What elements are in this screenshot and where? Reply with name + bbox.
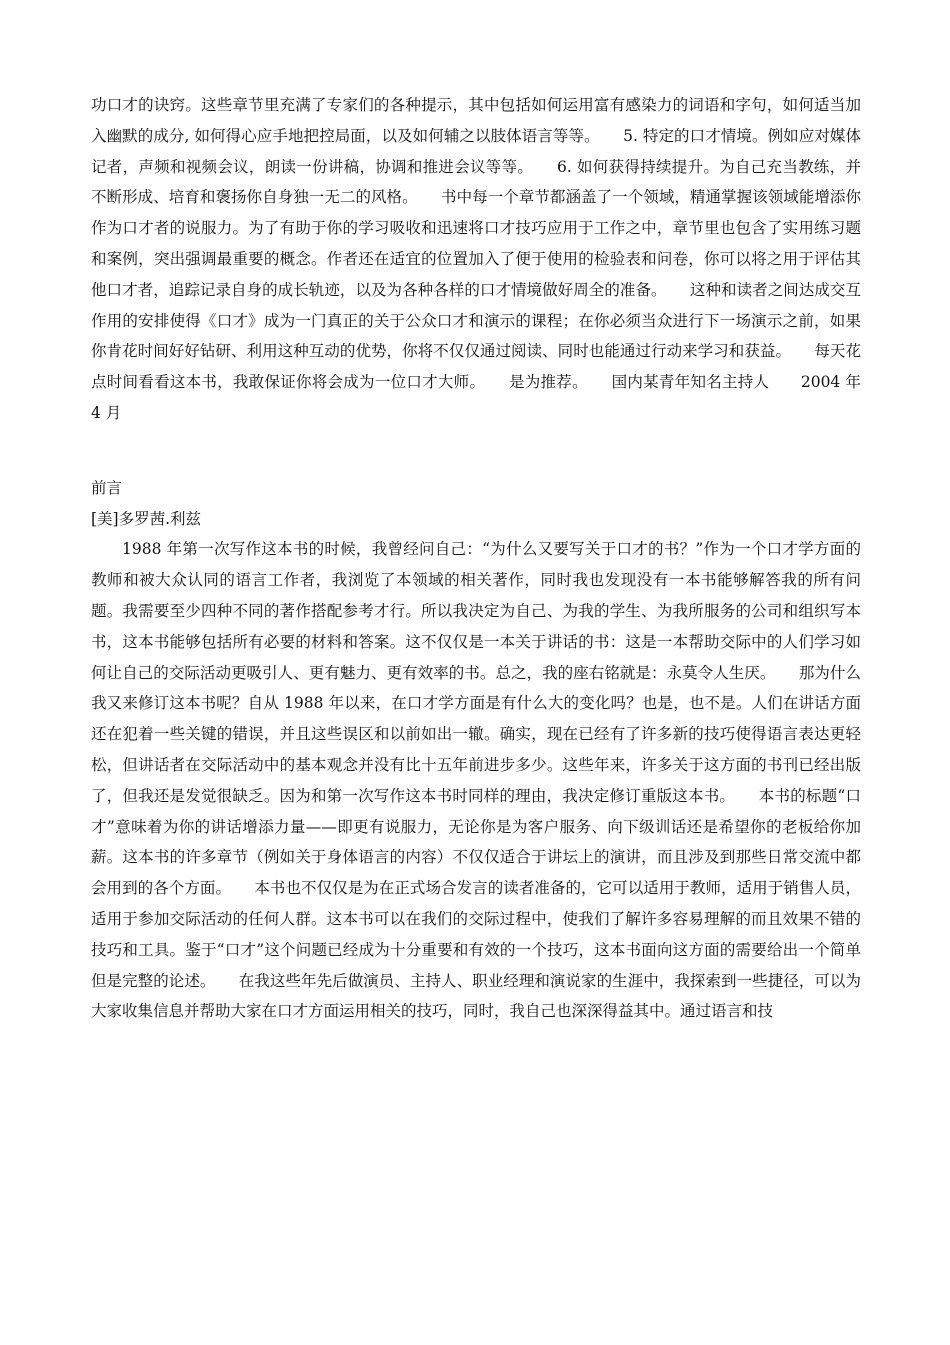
- document-page: [91, 90, 861, 1027]
- section-title: 前言: [91, 478, 123, 497]
- continued-paragraph: 功口才的诀窍。这些章节里充满了专家们的各种提示，其中包括如何运用富有感染力的词语和字句，如何适当加入幽默的成分, 如何得心应手地把控局面，以及如何辅之以肢体语言等等。 5. 特定的口才情境。例如应对媒体记者，声频和视频会议，朗读一份讲稿，协调和推进会议等等。 6. 如何获得持续提升。为自己充当教练，并不断形成、培育和褒扬你自身独一无二的风格。 书中每一个章节都涵盖了一个领域，精通掌握该领域能增添你作为口才者的说服力。为了有助于你的学习吸收和迅速将口才技巧应用于工作之中，章节里也包含了实用练习题和案例，突出强调最重要的概念。作者还在适宜的位置加入了便于使用的检验表和问卷，你可以将之用于评估其他口才者，追踪记录自身的成长轨迹，以及为各种各样的口才情境做好周全的准备。 这种和读者之间达成交互作用的安排使得《口才》成为一门真正的关于公众口才和演示的课程；在你必须当众进行下一场演示之前，如果你肯花时间好好钻研、利用这种互动的优势，你将不仅仅通过阅读、同时也能通过行动来学习和获益。 每天花点时间看看这本书，我敢保证你将会成为一位口才大师。 是为推荐。 国内某青年知名主持人 2004 年 4 月: [91, 96, 861, 422]
- section-spacer: [91, 429, 861, 473]
- preface-paragraph: 1988 年第一次写作这本书的时候，我曾经问自己：“为什么又要写关于口才的书？”作为一个口才学方面的教师和被大众认同的语言工作者，我浏览了本领域的相关著作，同时我也发现没有一本书能够解答我的所有问题。我需要至少四种不同的著作搭配参考才行。所以我决定为自己、为我的学生、为我所服务的公司和组织写本书，这本书能够包括所有必要的材料和答案。这不仅仅是一本关于讲话的书：这是一本帮助交际中的人们学习如何让自己的交际活动更吸引人、更有魅力、更有效率的书。总之，我的座右铭就是：永莫令人生厌。 那为什么我又来修订这本书呢？自从 1988 年以来，在口才学方面是有什么大的变化吗？也是，也不是。人们在讲话方面还在犯着一些关键的错误，并且这些误区和以前如出一辙。确实，现在已经有了许多新的技巧使得语言表达更轻松，但讲话者在交际活动中的基本观念并没有比十五年前进步多少。这些年来，许多关于这方面的书刊已经出版了，但我还是发觉很缺乏。因为和第一次写作这本书时同样的理由，我决定修订重版这本书。 本书的标题“口才”意味着为你的讲话增添力量——即更有说服力，无论你是为客户服务、向下级训话还是希望你的老板给你加薪。这本书的许多章节（例如关于身体语言的内容）不仅仅适合于讲坛上的演讲，而且涉及到那些日常交流中都会用到的各个方面。 本书也不仅仅是为在正式场合发言的读者准备的，它可以适用于教师，适用于销售人员，适用于参加交际活动的任何人群。这本书可以在我们的交际过程中，使我们了解许多容易理解的而且效果不错的技巧和工具。鉴于“口才”这个问题已经成为十分重要和有效的一个技巧，这本书面向这方面的需要给出一个简单但是完整的论述。 在我这些年先后做演员、主持人、职业经理和演说家的生涯中，我探索到一些捷径，可以为大家收集信息并帮助大家在口才方面运用相关的技巧，同时，我自己也深深得益其中。通过语言和技: [91, 540, 861, 1021]
- author-line: [美]多罗茜.利兹: [91, 509, 202, 528]
